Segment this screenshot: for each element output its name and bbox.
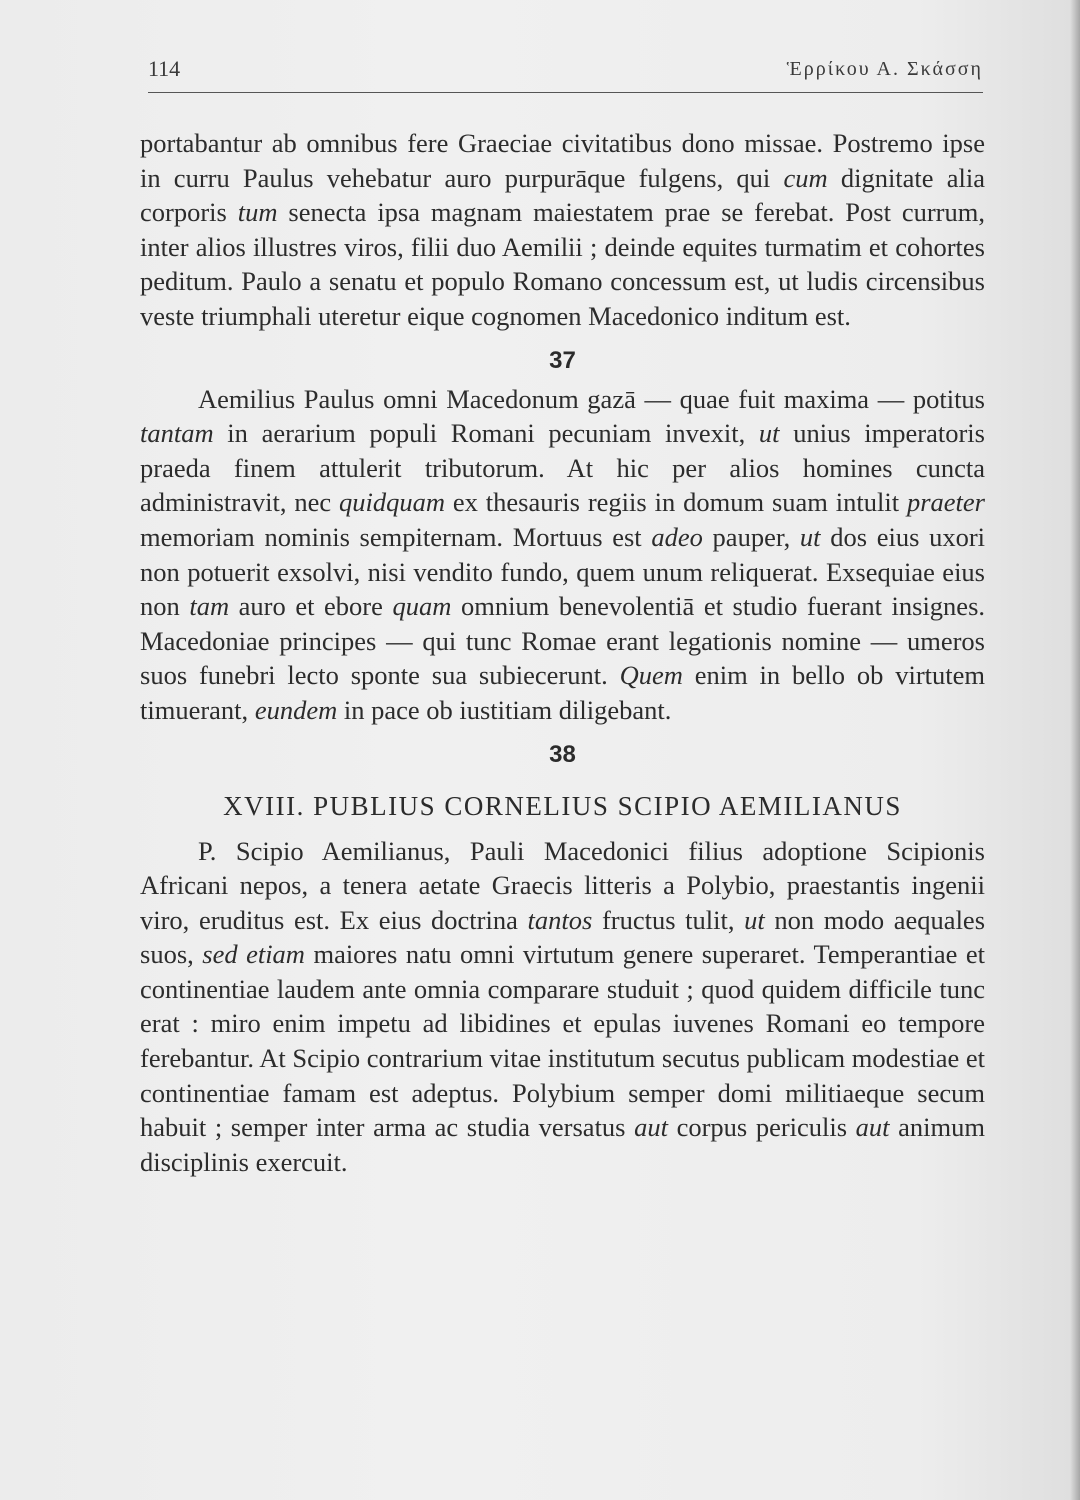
text-run: senecta ipsa magnam maiestatem prae se ferebat. Post currum, inter alios illustres viros, filii duo Aemilii ; deinde equites turmatim et cohortes peditum. Paulo a senatu et populo Romano concessum est, ut ludis circensibus veste triumphali uteretur eique cognomen Macedonico inditum est. (140, 197, 985, 331)
italic-word: aut (855, 1112, 890, 1143)
italic-word: Quem (619, 660, 683, 691)
text-run: portabantur ab omnibus fere Graeciae civitatibus dono missae. Postremo ipse in curru Paulus vehebatur auro purpurāque fulgens, qui (140, 128, 985, 193)
text-run: corpus periculis (667, 1112, 856, 1143)
chapter-number-38: 38 (549, 740, 576, 768)
italic-word: cum (783, 162, 828, 193)
text-run: pauper, (702, 521, 800, 552)
chapter-number-37: 37 (549, 346, 576, 374)
text-run: unius imperatoris praeda finem attulerit tributorum. At hic per alios homines cuncta administravit, nec (140, 418, 985, 518)
text-run: omnium benevolentiā et studio fuerant insignes. Macedoniae principes — qui tunc Romae erant legationis nomine — umeros suos funebri lecto sponte sua subiecerunt. (140, 591, 986, 691)
italic-word: tum (237, 197, 278, 228)
text-run: animum disciplinis exercuit. (140, 1112, 985, 1177)
running-head (148, 46, 983, 93)
section-heading: XVIII. PUBLIUS CORNELIUS SCIPIO AEMILIANUS (223, 790, 902, 821)
italic-word: praeter (906, 487, 985, 518)
paragraph-chapter-37 (140, 382, 985, 728)
italic-word: quam (392, 591, 452, 622)
italic-word: tam (189, 591, 230, 622)
text-run: non modo aequales suos, (140, 904, 986, 970)
text-run: enim in bello ob virtutem timuerant, (140, 660, 986, 725)
italic-word: quidquam (339, 487, 445, 518)
text-block (140, 126, 985, 1179)
text-run: Aemilius Paulus omni Macedonum gazā — quae fuit maxima — potitus (198, 383, 985, 414)
italic-word: sed etiam (202, 939, 305, 970)
text-run: in aerarium populi Romani pecuniam invexit, (213, 418, 759, 449)
paragraph-continuation (140, 126, 985, 334)
italic-word: aut (634, 1112, 668, 1143)
italic-word: adeo (651, 521, 703, 552)
page-number: 114 (148, 56, 181, 81)
italic-word: ut (758, 418, 780, 449)
text-run: dignitate alia corporis (140, 162, 985, 228)
text-run: memoriam nominis sempiternam. Mortuus est (140, 521, 652, 552)
italic-word: tantos (527, 904, 593, 935)
text-run: maiores natu omni virtutum genere superaret. Temperantiae et continentiae laudem ante omnia comparare studuit ; quod quidem difficile tunc erat : miro enim impetu ad libidines et epulas iuvenes Romani eo tempore ferebantur. At Scipio contrarium vitae institutum secutus publicam modestiae et continentiae famam est adeptus. Polybium semper domi militiaeque secum habuit ; semper inter arma ac studia versatus (140, 939, 985, 1143)
text-run: dos eius uxori non potuerit exsolvi, nisi vendito fundo, quem unum reliquerat. Exsequiae eius non (140, 521, 986, 622)
italic-word: eundem (254, 694, 338, 725)
text-run: auro et ebore (229, 591, 393, 622)
paragraph-chapter-38 (140, 834, 985, 1180)
italic-word: tantam (140, 418, 214, 449)
running-title: Ἑρρίκου Α. Σκάσση (786, 57, 983, 80)
text-run: ex thesauris regiis in domum suam intulit (445, 487, 907, 518)
text-run: P. Scipio Aemilianus, Pauli Macedonici filius adoptione Scipionis Africani nepos, a tenera aetate Graecis litteris a Polybio, praestantis ingenii viro, eruditus est. Ex eius doctrina (140, 835, 985, 935)
text-run: in pace ob iustitiam diligebant. (337, 694, 672, 725)
italic-word: ut (744, 904, 765, 935)
italic-word: ut (799, 521, 821, 552)
text-run: fructus tulit, (592, 904, 745, 935)
